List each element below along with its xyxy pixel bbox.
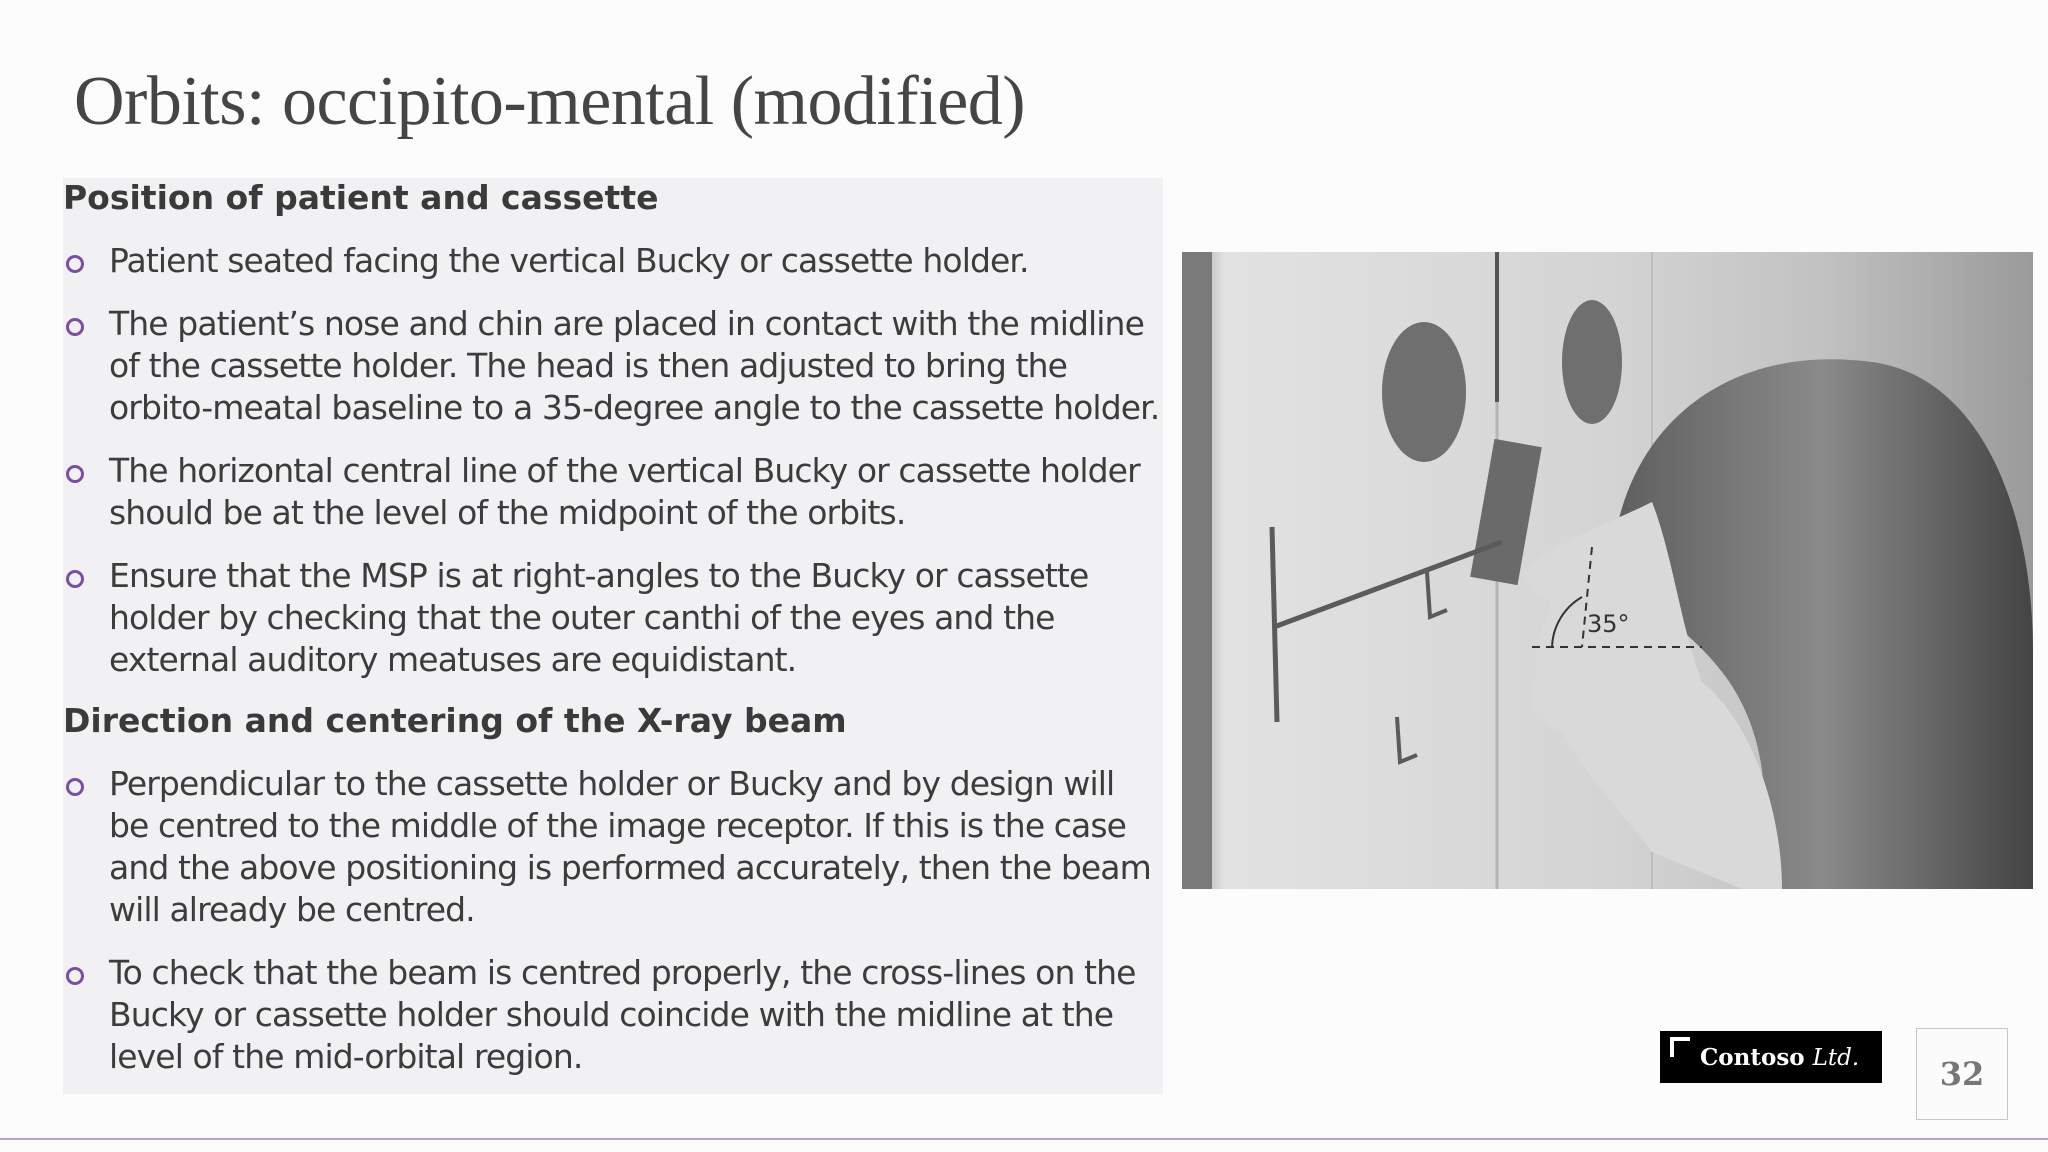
bullet-text: Ensure that the MSP is at right-angles to the Bucky or cassette holder by checking that the outer canthi of the eyes and the external auditory meatuses are equidistant.	[109, 556, 1089, 679]
bullet-text: The horizontal central line of the vertical Bucky or cassette holder should be at the level of the midpoint of the orbits.	[109, 451, 1140, 532]
circle-bullet-icon	[66, 778, 84, 796]
circle-bullet-icon	[66, 255, 84, 273]
patient-positioning-photo	[1182, 252, 2033, 889]
list-item	[63, 763, 1163, 931]
footer-divider	[0, 1138, 2048, 1140]
logo-suffix: Ltd.	[1812, 1045, 1860, 1071]
bullet-text: The patient’s nose and chin are placed in contact with the midline of the cassette holder. The head is then adjusted to bring the orbito-meatal baseline to a 35-degree angle to the cassette holder.	[109, 304, 1160, 427]
position-bullet-list	[63, 240, 1163, 681]
section-heading-position: Position of patient and cassette	[63, 178, 659, 217]
section-heading-beam: Direction and centering of the X-ray beam	[63, 701, 847, 740]
list-item	[63, 555, 1163, 681]
list-item	[63, 952, 1163, 1078]
list-item	[63, 450, 1163, 534]
list-item	[63, 303, 1163, 429]
bullet-text: Patient seated facing the vertical Bucky or cassette holder.	[109, 241, 1029, 280]
content-text	[63, 178, 1163, 1078]
corner-bracket-icon	[1670, 1037, 1690, 1057]
angle-label: 35°	[1587, 610, 1630, 638]
circle-bullet-icon	[66, 967, 84, 985]
bullet-text: To check that the beam is centred properly, the cross-lines on the Bucky or cassette holder should coincide with the midline at the level of the mid-orbital region.	[109, 953, 1136, 1076]
beam-bullet-list	[63, 763, 1163, 1078]
circle-bullet-icon	[66, 318, 84, 336]
circle-bullet-icon	[66, 570, 84, 588]
company-logo	[1660, 1031, 1882, 1083]
content-panel	[63, 178, 1163, 1094]
logo-name: Contoso	[1700, 1044, 1805, 1071]
slide-title: Orbits: occipito-mental (modified)	[74, 63, 1026, 140]
photo-illustration	[1182, 252, 2033, 889]
circle-bullet-icon	[66, 465, 84, 483]
page-number: 32	[1916, 1028, 2008, 1120]
bullet-text: Perpendicular to the cassette holder or Bucky and by design will be centred to the middle of the image receptor. If this is the case and the above positioning is performed accurately, then the beam will already be centred.	[109, 764, 1151, 929]
list-item	[63, 240, 1163, 282]
